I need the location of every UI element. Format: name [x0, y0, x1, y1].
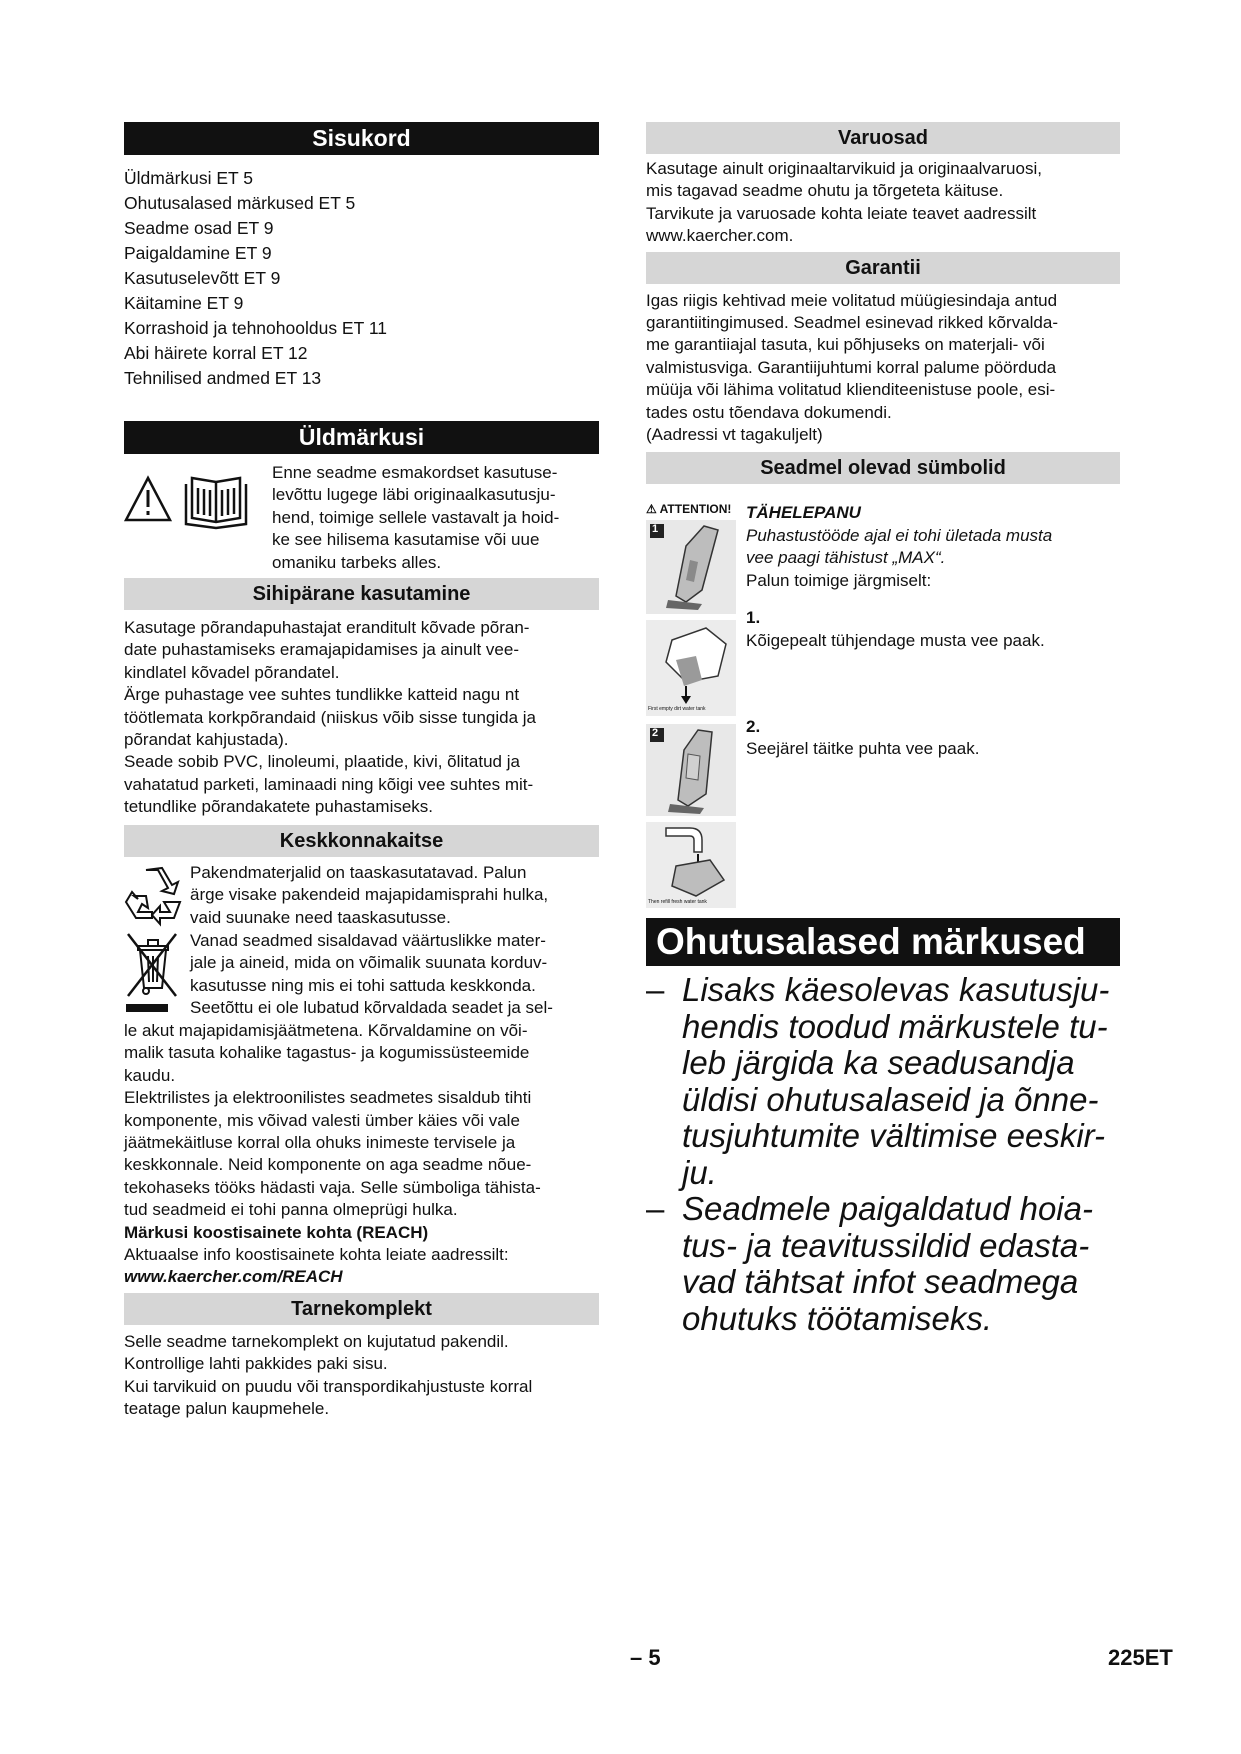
toc-item[interactable]: Üldmärkusi ET 5	[124, 168, 254, 188]
text-line: Kasutage põrandapuhastajat eranditult kõvade põran-	[124, 618, 530, 638]
section-title-varuosad: Varuosad	[646, 122, 1120, 154]
bullet-line: ju.	[682, 1153, 717, 1191]
uldmarkusi-block	[124, 462, 599, 574]
text-line: malik tasuta kohalike tagastus- ja kogumissüsteemide	[124, 1043, 530, 1063]
bullet-dash: –	[646, 971, 665, 1009]
text-line: Igas riigis kehtivad meie volitatud müügiesindaja antud	[646, 290, 1058, 310]
instruction-intro: Palun toimige järgmiselt:	[746, 570, 932, 590]
bullet-item	[646, 972, 1120, 1191]
bullet-line: vad tähtsat infot seadmega	[682, 1263, 1079, 1301]
text-line: vaid suunake need taaskasutusse.	[190, 907, 451, 927]
bullet-line: üldisi ohutusalaseid ja õnne-	[682, 1080, 1099, 1118]
text-line: jale ja aineid, mida on võimalik suunata korduv-	[190, 953, 548, 973]
step-badge: 2	[652, 727, 659, 740]
right-column	[646, 122, 1120, 1337]
warning-book-icons	[124, 462, 266, 562]
section-title-garantii: Garantii	[646, 252, 1120, 284]
text-line: teatage palun kaupmehele.	[124, 1399, 330, 1418]
text-line: keskkonnale. Neid komponente on aga seadme nõue-	[124, 1155, 532, 1175]
text-line: Elektrilistes ja elektroonilistes seadmetes sisaldub tihti	[124, 1088, 532, 1108]
reach-text: Aktuaalse info koostisainete kohta leiate aadressilt:	[124, 1244, 509, 1264]
symbols-text	[746, 502, 1052, 908]
text-line: mis tagavad seadme ohutu ja tõrgeteta käituse.	[646, 181, 1004, 201]
keskkonnakaitse-text	[124, 1020, 599, 1289]
device-image-empty	[646, 620, 736, 716]
toc-item[interactable]: Käitamine ET 9	[124, 293, 244, 313]
section-title-ohutus: Ohutusalased märkused	[646, 918, 1120, 966]
text-line: töötlemata korkpõrandaid (niiskus võib sisse tungida ja	[124, 707, 537, 727]
bullet-line: Lisaks käesolevas kasutusju-	[682, 971, 1110, 1009]
text-line: Seetõttu ei ole lubatud kõrvaldada seadet ja sel-	[190, 998, 553, 1018]
text-line: ke see hilisema kasutamise või uue	[272, 530, 540, 550]
text-line: ärge visake pakendeid majapidamisprahi hulka,	[190, 885, 549, 905]
text-line: tekohaseks tööks hädasti vaja. Selle sümboliga tähista-	[124, 1177, 541, 1197]
text-line: tades ostu tõendava dokumendi.	[646, 402, 892, 422]
text-line: vahatatud parketi, laminaadi ning kõigi vee suhtes mit-	[124, 774, 534, 794]
step-badge: 1	[652, 523, 659, 536]
toc-item[interactable]: Korrashoid ja tehnohooldus ET 11	[124, 318, 388, 338]
sihiparane-text	[124, 617, 599, 819]
text-line: Kasutage ainult originaaltarvikuid ja originaalvaruosi,	[646, 159, 1042, 178]
device-image-2	[646, 724, 736, 816]
step-number: 1.	[746, 608, 761, 628]
section-title-sihiparane: Sihipärane kasutamine	[124, 578, 599, 610]
step-number: 2.	[746, 716, 761, 736]
reach-link[interactable]: www.kaercher.com/REACH	[124, 1267, 343, 1287]
text-line: kindlatel kõvadel põrandatel.	[124, 662, 340, 682]
section-title-sisukord: Sisukord	[124, 122, 599, 155]
table-of-contents	[124, 166, 599, 391]
page-number: – 5	[630, 1645, 661, 1670]
bullet-line: hendis toodud märkustele tu-	[682, 1007, 1108, 1045]
garantii-text	[646, 290, 1120, 447]
attention-triangle-icon: ⚠	[646, 502, 657, 517]
text-line: tetundlike põrandakatete puhastamiseks.	[124, 797, 434, 817]
varuosad-text	[646, 158, 1120, 248]
text-line: Pakendmaterjalid on taaskasutatavad. Palun	[190, 862, 527, 882]
toc-item[interactable]: Abi häirete korral ET 12	[124, 343, 308, 363]
bullet-item	[646, 1191, 1120, 1337]
text-line: Seade sobib PVC, linoleumi, plaatide, kivi, õlitatud ja	[124, 752, 520, 772]
bullet-line: leb järgida ka seadusandja	[682, 1044, 1075, 1082]
device-image-1	[646, 520, 736, 614]
toc-item[interactable]: Tehnilised andmed ET 13	[124, 368, 322, 388]
tahelepanu-label: TÄHELEPANU	[746, 503, 861, 523]
image-caption: Then refill fresh water tank	[648, 899, 707, 906]
text-line: jäätmekäitluse korral olla ohuks inimeste tervisele ja	[124, 1132, 516, 1152]
text-line: Vanad seadmed sisaldavad väärtuslikke mater-	[190, 930, 546, 950]
reach-title: Märkusi koostisainete kohta (REACH)	[124, 1222, 429, 1242]
text-line: garantiitingimused. Seadmel esinevad rikked kõrvalda-	[646, 313, 1058, 333]
text-line: (Aadressi vt tagakuljelt)	[646, 425, 823, 445]
text-line: tud seadmeid ei tohi panna olmeprügi hulka.	[124, 1200, 458, 1220]
text-line: kasutusse ning mis ei tohi sattuda keskkonda.	[190, 975, 536, 995]
ohutus-bullets	[646, 972, 1120, 1337]
weee-text	[188, 930, 553, 1020]
text-line: Kontrollige lahti pakkides paki sisu.	[124, 1354, 388, 1374]
text-line: Ärge puhastage vee suhtes tundlikke katteid nagu nt	[124, 685, 520, 705]
toc-item[interactable]: Ohutusalased märkused ET 5	[124, 193, 356, 213]
crossed-bin-icon	[124, 930, 188, 1020]
manual-book-icon	[186, 478, 246, 528]
toc-item[interactable]: Seadme osad ET 9	[124, 218, 274, 238]
warning-line: Puhastustööde ajal ei tohi ületada musta	[746, 525, 1053, 545]
bullet-line: tusjuhtumite vältimise eeskir-	[682, 1117, 1106, 1155]
text-line: Enne seadme esmakordset kasutuse-	[272, 463, 558, 482]
bullet-dash: –	[646, 1190, 665, 1228]
tarnekomplekt-text	[124, 1331, 599, 1421]
warning-triangle-icon	[126, 478, 170, 520]
text-line: Selle seadme tarnekomplekt on kujutatud pakendil.	[124, 1331, 509, 1351]
attention-label	[646, 502, 746, 520]
text-line: date puhastamiseks eramajapidamises ja ainult vee-	[124, 640, 519, 660]
symbols-block	[646, 502, 1120, 908]
left-column	[124, 122, 599, 1420]
document-code: 225ET	[1108, 1645, 1173, 1670]
text-line[interactable]: www.kaercher.com.	[646, 226, 794, 246]
section-title-symbolid: Seadmel olevad sümbolid	[646, 452, 1120, 484]
symbols-images	[646, 502, 746, 908]
warning-line: vee paagi tähistust „MAX“.	[746, 548, 946, 568]
weee-block	[124, 930, 599, 1020]
text-line: le akut majapidamisjäätmetena. Kõrvaldamine on või-	[124, 1020, 528, 1040]
toc-item[interactable]: Paigaldamine ET 9	[124, 243, 272, 263]
bullet-line: ohutuks töötamiseks.	[682, 1299, 992, 1337]
toc-item[interactable]: Kasutuselevõtt ET 9	[124, 268, 281, 288]
text-line: Tarvikute ja varuosade kohta leiate teavet aadressilt	[646, 203, 1037, 223]
text-line: põrandat kahjustada).	[124, 730, 289, 750]
section-title-uldmarkusi: Üldmärkusi	[124, 421, 599, 454]
recycle-block	[124, 862, 599, 929]
text-line: me garantiiajal tasuta, kui põhjuseks on materjali- või	[646, 335, 1045, 355]
step-text: Kõigepealt tühjendage musta vee paak.	[746, 630, 1045, 650]
attention-text: ATTENTION!	[659, 502, 732, 517]
text-line: hend, toimige sellele vastavalt ja hoid-	[272, 507, 560, 527]
device-image-refill	[646, 822, 736, 908]
text-line: levõttu lugege läbi originaalkasutusju-	[272, 485, 556, 505]
section-title-tarnekomplekt: Tarnekomplekt	[124, 1293, 599, 1325]
image-caption: First empty dirt water tank	[648, 706, 706, 713]
text-line: valmistusviga. Garantiijuhtumi korral palume pöörduda	[646, 357, 1057, 377]
uldmarkusi-text	[266, 462, 559, 574]
recycle-text	[188, 862, 548, 929]
text-line: müüja või lähima volitatud klienditeenistuse poole, esi-	[646, 380, 1056, 400]
section-title-keskkonnakaitse: Keskkonnakaitse	[124, 825, 599, 857]
text-line: Kui tarvikuid on puudu või transpordikahjustuste korral	[124, 1376, 533, 1396]
text-line: komponente, mis võivad valesti ümber käies või vale	[124, 1110, 520, 1130]
recycle-icon	[124, 862, 188, 928]
bullet-line: tus- ja teavitussildid edasta-	[682, 1226, 1090, 1264]
text-line: omaniku tarbeks alles.	[272, 552, 442, 572]
text-line: kaudu.	[124, 1065, 176, 1085]
step-text: Seejärel täitke puhta vee paak.	[746, 739, 980, 759]
bullet-line: Seadmele paigaldatud hoia-	[682, 1190, 1093, 1228]
